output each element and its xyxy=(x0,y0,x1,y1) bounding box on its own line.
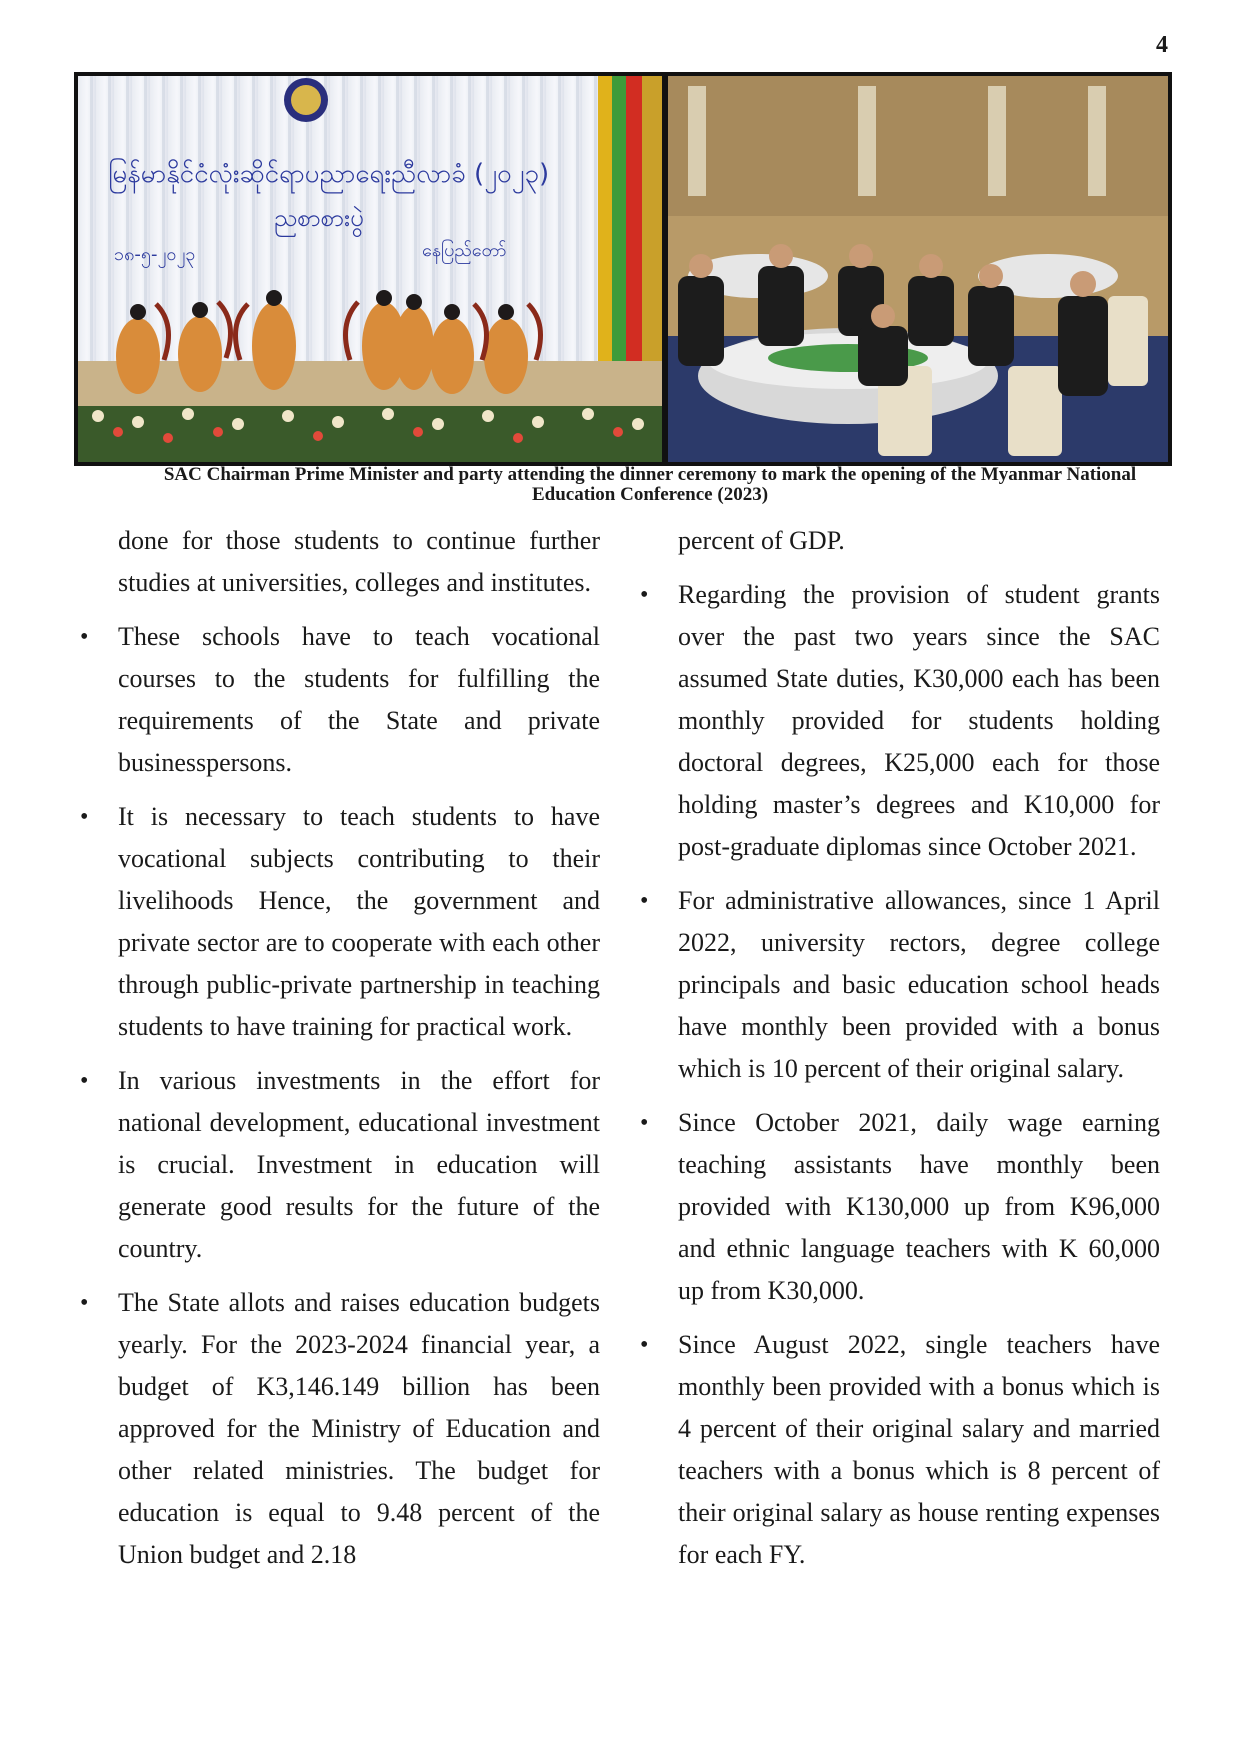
right-paragraph-continued: percent of GDP. xyxy=(678,526,845,555)
stage-performance-photo xyxy=(78,76,662,462)
page-number: 4 xyxy=(1156,32,1168,58)
left-column xyxy=(118,520,600,1588)
right-bullet-teacher-bonus: • Since August 2022, single teachers have monthly been provided with a bonus which is 4 percent of their original salary and married teachers with a bonus which is 8 percent of their original salary as house renting expenses for each FY. xyxy=(678,1324,1160,1576)
right-bullet-student-grants: • Regarding the provision of student grants over the past two years since the SAC assumed State duties, K30,000 each has been monthly provided for students holding doctoral degrees, K25,000 each for those holding master’s degrees and K10,000 for post-graduate diplomas since October 2021. xyxy=(678,574,1160,868)
left-bullet-education-budget: • The State allots and raises education budgets yearly. For the 2023-2024 financial year, a budget of K3,146.149 billion has been approved for the Ministry of Education and other related ministries. The budget for education is equal to 9.48 percent of the Union budget and 2.18 xyxy=(118,1282,600,1576)
left-bullet-vocational-courses: • These schools have to teach vocational courses to the students for fulfilling the requirements of the State and private businesspersons. xyxy=(118,616,600,784)
right-bullet-administrative-allowances: • For administrative allowances, since 1 April 2022, university rectors, degree college principals and basic education school heads have monthly been provided with a bonus which is 10 percent of their original salary. xyxy=(678,880,1160,1090)
left-bullet-public-private-partnership: • It is necessary to teach students to have vocational subjects contributing to their livelihoods Hence, the government and private sector are to cooperate with each other through public-private partnership in teaching students to have training for practical work. xyxy=(118,796,600,1048)
dinner-hall-photo xyxy=(668,76,1168,462)
left-bullet-educational-investment: • In various investments in the effort for national development, educational investment is crucial. Investment in education will generate good results for the future of the country. xyxy=(118,1060,600,1270)
right-column xyxy=(678,520,1160,1588)
banner-date: ၁၈-၅-၂၀၂၃ xyxy=(114,244,196,265)
banner-place: နေပြည်တော် xyxy=(422,240,507,261)
banner-title-line1: မြန်မာနိုင်ငံလုံးဆိုင်ရာပညာရေးညီလာခံ (၂၀၂၃) xyxy=(108,159,550,189)
photo-figure xyxy=(74,72,1172,466)
figure-caption: SAC Chairman Prime Minister and party attending the dinner ceremony to mark the opening of the Myanmar National Education Conference (2023) xyxy=(163,464,1137,505)
left-paragraph-continued: done for those students to continue further studies at universities, colleges and institutes. xyxy=(118,526,600,597)
banner-title-line2: ညစာစားပွဲ xyxy=(274,204,364,232)
right-bullet-teaching-assistants: • Since October 2021, daily wage earning teaching assistants have monthly been provided with K130,000 up from K96,000 and ethnic language teachers with K 60,000 up from K30,000. xyxy=(678,1102,1160,1312)
